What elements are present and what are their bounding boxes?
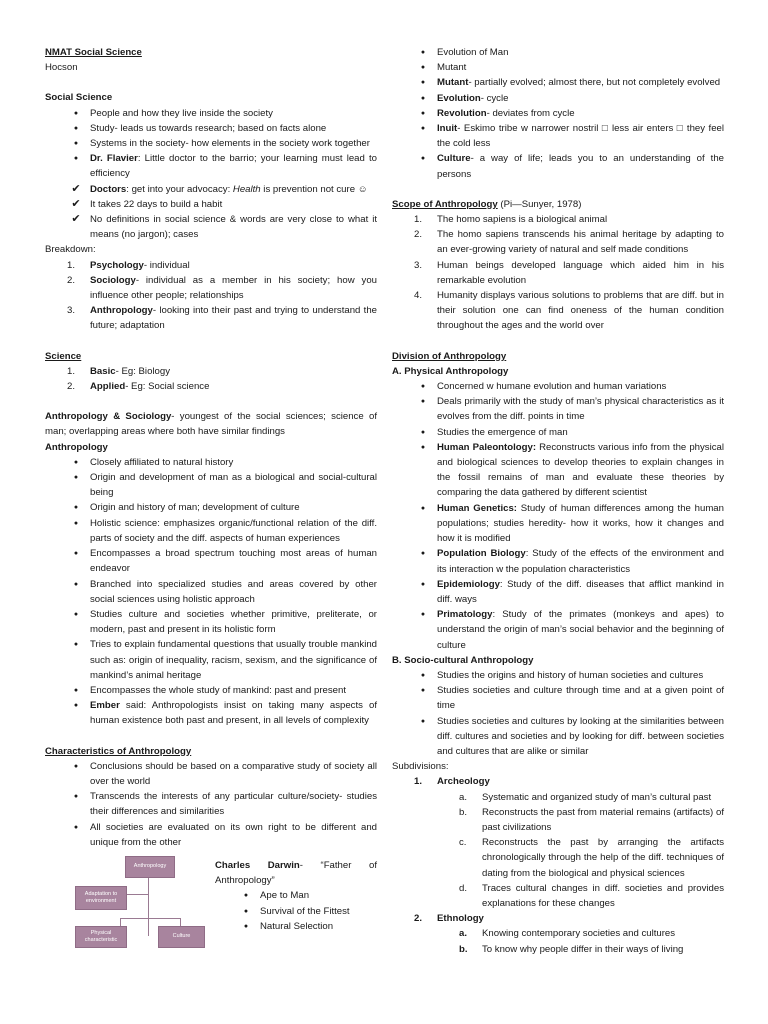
bullet-icon: ●: [420, 383, 426, 391]
breakdown-list: [45, 258, 377, 334]
diagram-node-physical: Physical characteristic: [75, 926, 127, 948]
list-item: 3. Human beings developed language which aided him in his remarkable evolution: [414, 259, 724, 286]
list-item: ● Encompasses the whole study of mankind: past and present: [45, 683, 377, 698]
bullet-icon: ●: [73, 504, 79, 512]
list-item: ● Dr. Flavier: Little doctor to the barrio; your learning must lead to efficiency: [45, 151, 377, 181]
bullet-icon: ●: [420, 611, 426, 619]
archeology-heading: 1. Archeology: [414, 776, 490, 788]
list-item: ● Origin and development of man as a biological and social-cultural being: [45, 470, 377, 500]
checkmark-icon: ✔: [71, 197, 81, 210]
bullet-icon: ●: [243, 892, 249, 900]
bullet-icon: ●: [420, 428, 426, 436]
bullet-icon: ●: [73, 641, 79, 649]
social-science-list: [45, 106, 377, 243]
bullet-icon: ●: [73, 762, 79, 770]
list-item: 2. Sociology- individual as a member in his society; how you influence other people; relationships: [67, 274, 377, 302]
list-item: ● Study- leads us towards research; based on facts alone: [45, 121, 377, 136]
breakdown-label: Breakdown:: [45, 244, 96, 256]
bullet-icon: ●: [420, 125, 426, 133]
physical-heading: A. Physical Anthropology: [392, 365, 509, 377]
bullet-icon: ●: [73, 702, 79, 710]
bullet-icon: ●: [420, 504, 426, 512]
bullet-icon: ●: [420, 79, 426, 87]
diagram-node-adaptation: Adaptation to environment: [75, 886, 127, 910]
list-item: ✔ It takes 22 days to build a habit: [45, 197, 377, 212]
list-item: d. Traces cultural changes in diff. societies and provides explanations for these changes: [459, 882, 724, 909]
socio-heading: B. Socio-cultural Anthropology: [392, 654, 534, 666]
list-item: ● Mutant- partially evolved; almost there, but not completely evolved: [392, 75, 724, 90]
list-item: ● Studies societies and culture through time and at a given point of time: [392, 683, 724, 713]
list-item: ● Studies the emergence of man: [392, 425, 724, 440]
bullet-icon: ●: [243, 907, 249, 915]
checkmark-icon: ✔: [71, 213, 81, 226]
list-item: ● Transcends the interests of any particular culture/society- studies their differences and similarities: [45, 789, 377, 819]
bullet-icon: ●: [73, 155, 79, 163]
list-item: ● Concerned w humane evolution and human variations: [392, 379, 724, 394]
bullet-icon: ●: [73, 793, 79, 801]
list-item: ● Origin and history of man; development of culture: [45, 500, 377, 515]
bullet-icon: ●: [73, 124, 79, 132]
bullet-icon: ●: [420, 398, 426, 406]
checkmark-icon: ✔: [71, 182, 81, 195]
list-item: b. To know why people differ in their ways of living: [459, 943, 684, 955]
list-item: ● Deals primarily with the study of man’s physical characteristics as it evolves from the diff. points in time: [392, 394, 724, 424]
anthropology-diagram: [70, 856, 230, 948]
list-item: a. Knowing contemporary societies and cultures: [459, 928, 676, 940]
list-item: ● Studies societies and cultures by looking at the similarities between diff. cultures and societies and by looking for diff. between societies and cultures that are alike or similar: [392, 714, 724, 760]
anthropology-heading: Anthropology: [45, 441, 108, 453]
doc-author: Hocson: [45, 62, 78, 74]
bullet-icon: ●: [420, 687, 426, 695]
list-item: 2. Applied- Eg: Social science: [67, 381, 210, 393]
characteristics-list: [45, 759, 377, 850]
bullet-icon: ●: [420, 550, 426, 558]
list-item: 2. The homo sapiens transcends his animal heritage by adapting to an ever-growing variety of natural and self made conditions: [414, 229, 724, 256]
scope-heading-line: Scope of Anthropology (Pi—Sunyer, 1978): [392, 198, 582, 210]
list-item: ✔ No definitions in social science & words are very close to what it means (no jargon); cases: [45, 212, 377, 242]
scope-list: [392, 212, 724, 334]
bullet-icon: ●: [243, 922, 249, 930]
list-item: ● Human Genetics: Study of human differences among the human populations; studies heredity- how it works, how it changes and how it is modified: [392, 501, 724, 547]
bullet-icon: ●: [420, 717, 426, 725]
darwin-list: [215, 888, 377, 934]
archeology-list: [392, 790, 724, 912]
list-item: ● Closely affiliated to natural history: [45, 455, 377, 470]
diagram-node-culture: Culture: [158, 926, 205, 948]
list-item: ● Tries to explain fundamental questions that usually trouble mankind such as: origin of inequality, racism, sexism, and the significance of mankind’s animal heritage: [45, 637, 377, 683]
subdivisions-label: Subdivisions:: [392, 761, 449, 773]
evolution-list: [392, 45, 724, 182]
list-item: ● Evolution- cycle: [392, 91, 724, 106]
bullet-icon: ●: [73, 823, 79, 831]
list-item: ● Encompasses a broad spectrum touching most areas of human endeavor: [45, 546, 377, 576]
left-column: [45, 45, 377, 948]
list-item: ● Conclusions should be based on a comparative study of society all over the world: [45, 759, 377, 789]
list-item: ● Survival of the Fittest: [215, 904, 377, 919]
physical-list: [392, 379, 724, 653]
list-item: ● Ape to Man: [215, 888, 377, 903]
ethnology-list: [392, 926, 724, 956]
bullet-icon: ●: [420, 109, 426, 117]
bullet-icon: ●: [420, 49, 426, 56]
list-item: ● Studies culture and societies whether primitive, preliterate, or modern, past and present in its holistic form: [45, 607, 377, 637]
bullet-icon: ●: [420, 64, 426, 72]
list-item: ● Evolution of Man: [392, 45, 724, 60]
list-item: 1. Psychology- individual: [67, 259, 190, 271]
list-item: ● Primatology: Study of the primates (monkeys and apes) to understand the origin of man’s social behavior and the beginning of culture: [392, 607, 724, 653]
bullet-icon: ●: [73, 519, 79, 527]
bullet-icon: ●: [73, 610, 79, 618]
darwin-note: [215, 858, 377, 934]
bullet-icon: ●: [420, 443, 426, 451]
list-item: 3. Anthropology- looking into their past and trying to understand the future; adaptation: [67, 305, 377, 332]
bullet-icon: ●: [420, 94, 426, 102]
list-item: ● Inuit- Eskimo tribe w narrower nostril □ less air enters □ they feel the cold less: [392, 121, 724, 151]
characteristics-heading: Characteristics of Anthropology: [45, 745, 192, 757]
darwin-title: Charles Darwin- “Father of Anthropology”: [215, 859, 377, 887]
right-column: [392, 45, 724, 957]
darwin-section: [45, 858, 377, 948]
list-item: ● Studies the origins and history of human societies and cultures: [392, 668, 724, 683]
list-item: ● Revolution- deviates from cycle: [392, 106, 724, 121]
list-item: ● Holistic science: emphasizes organic/functional relation of the diff. parts of society and the diff. aspects of human experiences: [45, 516, 377, 546]
list-item: ● Natural Selection: [215, 919, 377, 934]
bullet-icon: ●: [73, 140, 79, 148]
science-list: [45, 364, 377, 394]
socio-list: [392, 668, 724, 759]
doc-title: NMAT Social Science: [45, 47, 142, 58]
division-heading: Division of Anthropology: [392, 350, 507, 362]
list-item: ● Population Biology: Study of the effects of the environment and its interaction w the population characteristics: [392, 546, 724, 576]
list-item: c. Reconstructs the past by arranging the artifacts chronologically through the help of the diff. techniques of dating from the biological and physical sciences: [459, 837, 724, 879]
bullet-icon: ●: [73, 686, 79, 694]
list-item: ● Epidemiology: Study of the diff. diseases that afflict mankind in diff. ways: [392, 577, 724, 607]
list-item: ✔ Doctors: get into your advocacy: Health is prevention not cure ☺: [45, 182, 377, 197]
diagram-node-anthropology: Anthropology: [125, 856, 175, 878]
science-heading: Science: [45, 350, 82, 362]
bullet-icon: ●: [73, 109, 79, 117]
list-item: ● Human Paleontology: Reconstructs various info from the physical and biological sciences to develop theories to explain changes in the fossil remains of man and evaluate these theories by comparing the data gathered by different scientist: [392, 440, 724, 501]
list-item: b. Reconstructs the past from material remains (artifacts) of past civilizations: [459, 806, 724, 833]
list-item: a. Systematic and organized study of man’s cultural past: [459, 791, 712, 803]
ethnology-heading: 2. Ethnology: [414, 913, 484, 925]
list-item: ● People and how they live inside the society: [45, 106, 377, 121]
list-item: 1. The homo sapiens is a biological animal: [414, 214, 608, 226]
bullet-icon: ●: [420, 671, 426, 679]
list-item: 4. Humanity displays various solutions to problems that are diff. but in their solution one can find oneness of the human condition throughout the ages and the world over: [414, 290, 724, 332]
bullet-icon: ●: [73, 580, 79, 588]
anth-soc-paragraph: Anthropology & Sociology- youngest of the social sciences; science of man; overlapping areas where both have similar findings: [45, 411, 377, 438]
bullet-icon: ●: [73, 550, 79, 558]
social-science-heading: Social Science: [45, 92, 113, 104]
list-item: ● Culture- a way of life; leads you to an understanding of the persons: [392, 151, 724, 181]
list-item: ● Ember said: Anthropologists insist on taking many aspects of human existence both past and present, in all levels of complexity: [45, 698, 377, 728]
list-item: ● Branched into specialized studies and areas covered by other social sciences using holistic approach: [45, 577, 377, 607]
bullet-icon: ●: [73, 458, 79, 466]
list-item: 1. Basic- Eg: Biology: [67, 365, 171, 377]
list-item: ● Mutant: [392, 60, 724, 75]
list-item: ● Systems in the society- how elements in the society work together: [45, 136, 377, 151]
bullet-icon: ●: [420, 580, 426, 588]
anthropology-list: [45, 455, 377, 729]
bullet-icon: ●: [420, 155, 426, 163]
bullet-icon: ●: [73, 474, 79, 482]
list-item: ● All societies are evaluated on its own right to be different and unique from the other: [45, 820, 377, 850]
